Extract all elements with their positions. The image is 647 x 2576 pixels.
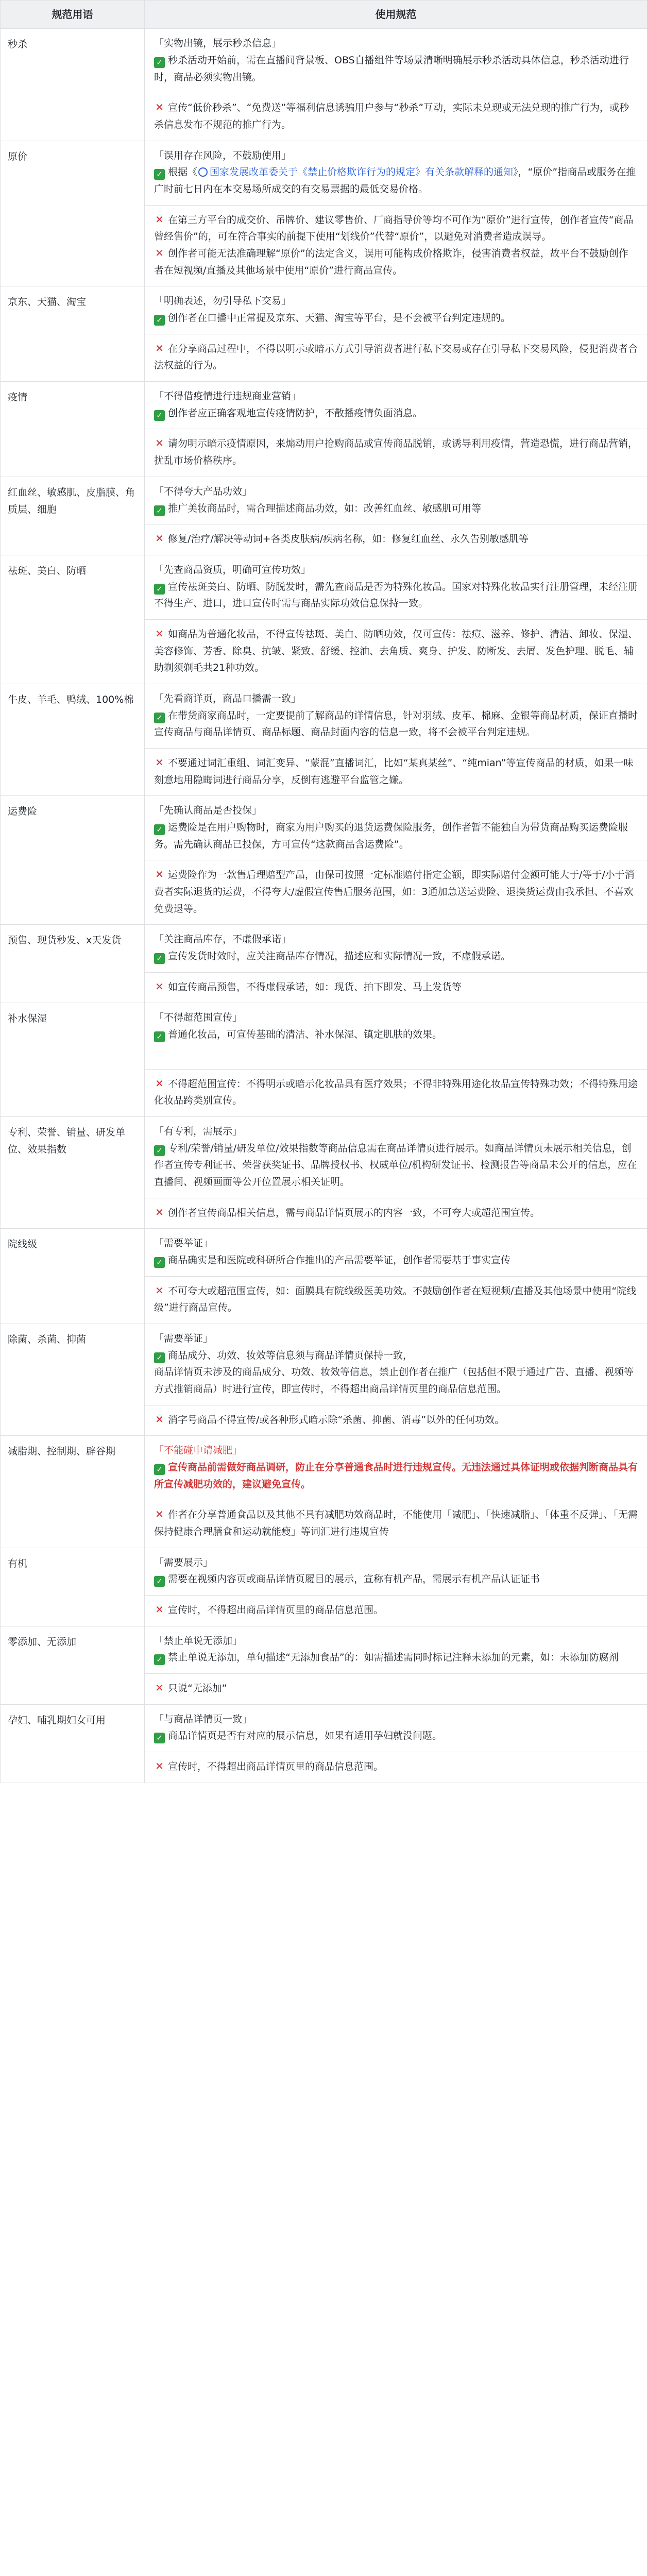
allowed-text: 运费险是在用户购物时，商家为用户购买的退货运费保险服务，创作者暂不能独自为带货商品购买运费险服务。需先确认商品已投保，方可宣传“这款商品含运费险”。 (154, 821, 628, 850)
rule-title: 「不得超范围宣传」 (154, 1012, 243, 1024)
forbidden-block (145, 1198, 647, 1229)
allowed-text-pre: 根据《 (168, 166, 198, 178)
check-icon: ✓ (154, 505, 165, 516)
term-label: 除菌、杀菌、抑菌 (8, 1334, 87, 1346)
cross-icon: ✕ (155, 756, 164, 769)
forbidden-block (145, 619, 647, 684)
check-icon: ✓ (154, 1576, 165, 1587)
allowed-block (145, 1229, 647, 1276)
forbidden-text: 消字号商品不得宣传/或各种形式暗示除“杀菌、抑菌、消毒”以外的任何功效。 (168, 1414, 505, 1426)
table-row (1, 141, 647, 286)
forbidden-block (145, 334, 647, 381)
term-label: 有机 (8, 1557, 28, 1569)
check-icon: ✓ (154, 1352, 165, 1363)
table-row (1, 286, 647, 382)
forbidden-block (145, 524, 647, 555)
forbidden-text: 如宣传商品预售，不得虚假承诺，如：现货、拍下即发、马上发货等 (168, 981, 462, 993)
rule-title: 「不能碰申请减肥」 (154, 1445, 243, 1456)
forbidden-text: 运费险作为一款售后理赔型产品，由保司按照一定标准赔付指定金额，即实际赔付金额可能大于/等于/小于消费者实际退货的运费，不得夸大/虚假宣传售后服务范围，如：3通加急送运费险、退换货运费由我承担、不喜欢免费退等。 (154, 869, 635, 914)
warning-text: 宣传商品前需做好商品调研，防止在分享普通食品时进行违规宣传。无违法通过具体证明或依据判断商品具有所宣传减肥功效的，建议避免宣传。 (154, 1462, 638, 1490)
cross-icon: ✕ (155, 1413, 164, 1426)
term-label: 牛皮、羊毛、鸭绒、100%棉 (8, 693, 134, 705)
allowed-block (145, 29, 647, 93)
allowed-block (145, 1705, 647, 1752)
rule-title: 「不得夸大产品功效」 (154, 485, 252, 497)
forbidden-block (145, 205, 647, 286)
check-icon: ✓ (154, 1733, 165, 1743)
table-row (1, 477, 647, 555)
allowed-text: 创作者在口播中正常提及京东、天猫、淘宝等平台，是不会被平台判定违规的。 (168, 312, 511, 324)
allowed-block (145, 1324, 647, 1405)
allowed-text: 宣传祛斑美白、防晒、防脱发时，需先查商品是否为特殊化妆品。国家对特殊化妆品实行注册管理，未经注册不得生产、进口，进口宣传时需与商品实际功效信息保持一致。 (154, 581, 638, 609)
allowed-text: 专利/荣誉/销量/研发单位/效果指数等商品信息需在商品详情页进行展示。如商品详情页未展示相关信息，创作者宣传专利证书、荣誉获奖证书、品牌授权书、权威单位/机构研发证书、检测报告等商品未公开的信息，应在直播间、视频画面等公开位置展示相关证明。 (154, 1142, 637, 1188)
rule-title: 「不得借疫情进行违规商业营销」 (154, 391, 301, 402)
table-row (1, 382, 647, 477)
forbidden-block (145, 1500, 647, 1547)
term-label: 运费险 (8, 806, 38, 818)
check-icon: ✓ (154, 584, 165, 595)
forbidden-text: 不可夸大或超范围宣传，如：面膜具有院线级医美功效。不鼓励创作者在短视频/直播及其他场景中使用“院线级”进行商品宣传。 (154, 1285, 637, 1314)
forbidden-text: 宣传时，不得超出商品详情页里的商品信息范围。 (168, 1604, 384, 1616)
cross-icon: ✕ (155, 1077, 164, 1090)
forbidden-text: 在第三方平台的成交价、吊牌价、建议零售价、厂商指导价等均不可作为“原价”进行宣传，创作者宣传“商品曾经售价”的，可在符合事实的前提下使用“划线价”代替“原价”，以避免对消费者造成误导。 (154, 214, 634, 243)
forbidden-block (145, 1673, 647, 1704)
allowed-text: 创作者应正确客观地宣传疫情防护，不散播疫情负面消息。 (168, 407, 423, 419)
forbidden-text: 宣传“低价秒杀”、“免费送”等福利信息诱骗用户参与“秒杀”互动，实际未兑现或无法兑现的推广行为，或秒杀信息发布不规范的推广行为。 (154, 102, 629, 131)
term-label: 零添加、无添加 (8, 1636, 77, 1648)
forbidden-text: 不要通过词汇重组、词汇变异、“蒙混”直播词汇，比如“某真某丝”、“纯mian”等宣传商品的材质，如果一味刻意地用隐晦词进行商品分享，反倒有逃避平台监管之嫌。 (154, 757, 634, 786)
forbidden-block (145, 1405, 647, 1436)
table-row (1, 555, 647, 684)
allowed-block (145, 382, 647, 429)
check-icon: ✓ (154, 1145, 165, 1156)
cross-icon: ✕ (155, 868, 164, 881)
term-label: 祛斑、美白、防晒 (8, 565, 87, 577)
allowed-block (145, 1003, 647, 1069)
term-label: 补水保湿 (8, 1013, 47, 1025)
allowed-text: 秒杀活动开始前，需在直播间背景板、OBS自播组件等场景清晰明确展示秒杀活动具体信息，秒杀活动进行时，商品必须实物出镜。 (154, 55, 629, 83)
forbidden-block (145, 1276, 647, 1324)
term-label: 京东、天猫、淘宝 (8, 296, 87, 308)
forbidden-text: 不得超范围宣传：不得明示或暗示化妆品具有医疗效果；不得非特殊用途化妆品宣传特殊功效；不得特殊用途化妆品跨类别宣传。 (154, 1078, 638, 1107)
cross-icon: ✕ (155, 101, 164, 114)
forbidden-block (145, 93, 647, 140)
allowed-block (145, 1626, 647, 1673)
forbidden-text: 修复/治疗/解决等动词+各类皮肤病/疾病名称，如：修复红血丝、永久告别敏感肌等 (168, 533, 529, 545)
forbidden-text: 创作者宣传商品相关信息，需与商品详情页展示的内容一致，不可夸大或超范围宣传。 (168, 1207, 540, 1218)
cross-icon: ✕ (155, 247, 164, 260)
allowed-text-post: 》，“原价”指商品或服务在推广时前七日内在本交易场所成交的有交易票据的最低交易价格。 (154, 166, 636, 195)
allowed-text: 宣传发货时效时，应关注商品库存情况，描述应和实际情况一致，不虚假承诺。 (168, 950, 511, 962)
allowed-block (145, 286, 647, 333)
cross-icon: ✕ (155, 1508, 164, 1521)
check-icon: ✓ (154, 1464, 165, 1475)
forbidden-text: 如商品为普通化妆品，不得宣传祛斑、美白、防晒功效，仅可宣传：祛痘、滋养、修护、清洁、卸妆、保湿、美容修饰、芳香、除臭、抗皱、紧致、舒缓、控油、去角质、爽身、护发、防断发、去屑、发色护理、脱毛、辅助剃须剃毛共21种功效。 (154, 628, 638, 674)
forbidden-block (145, 972, 647, 1003)
check-icon: ✓ (154, 824, 165, 835)
cross-icon: ✕ (155, 1760, 164, 1773)
allowed-block (145, 684, 647, 748)
regulation-link[interactable]: 国家发展改革委关于《禁止价格欺诈行为的规定》有关条款解释的通知 (210, 166, 514, 178)
allowed-text: 禁止单说无添加，单句描述“无添加食品”的：如需描述需同时标记注释未添加的元素，如：未添加防腐剂 (168, 1652, 619, 1664)
table-row (1, 925, 647, 1003)
check-icon: ✓ (154, 315, 165, 326)
allowed-text: 商品详情页是否有对应的展示信息，如果有适用孕妇就没问题。 (168, 1730, 442, 1742)
forbidden-text: 作者在分享普通食品以及其他不具有减肥功效商品时，不能使用「减肥」、「快速减脂」、「体重不反弹」、「无需保持健康合理膳食和运动就能瘦」等词汇进行违规宣传 (154, 1509, 638, 1538)
forbidden-block (145, 860, 647, 924)
cross-icon: ✕ (155, 1206, 164, 1218)
rule-title: 「需要展示」 (154, 1556, 213, 1568)
forbidden-block (145, 1752, 647, 1783)
cross-icon: ✕ (155, 1284, 164, 1297)
allowed-text: 在带货商家商品时，一定要提前了解商品的详情信息，针对羽绒、皮革、棉麻、金银等商品材质，保证直播时宣传商品与商品详情页、商品标题、商品封面内容的信息一致，将不会被平台判定违规。 (154, 709, 638, 738)
allowed-text: 需要在视频内容页或商品详情页履目的展示，宣称有机产品，需展示有机产品认证证书 (168, 1573, 540, 1585)
rule-title: 「有专利，需展示」 (154, 1125, 243, 1137)
forbidden-block (145, 1595, 647, 1626)
rule-title: 「需要举证」 (154, 1333, 213, 1345)
table-row (1, 684, 647, 795)
rule-title: 「误用存在风险，不鼓励使用」 (154, 149, 292, 161)
rule-title: 「与商品详情页一致」 (154, 1713, 252, 1725)
table-row (1, 1548, 647, 1626)
allowed-text: 商品成分、功效、妆效等信息须与商品详情页保持一致， 商品详情页未涉及的商品成分、功效、妆效等信息，禁止创作者在推广（包括但不限于通过广告、直播、视频等方式推销商品）时进行宣传，即宣传时，不得超出商品详情页里的商品信息范围。 (154, 1349, 634, 1395)
table-row (1, 1704, 647, 1783)
header-term: 规范用语 (1, 1, 145, 29)
cross-icon: ✕ (155, 980, 164, 993)
check-icon: ✓ (154, 713, 165, 723)
term-label: 红血丝、敏感肌、皮脂膜、角质层、细胞 (8, 486, 135, 515)
term-label: 原价 (8, 150, 28, 162)
rule-title: 「实物出镜，展示秒杀信息」 (154, 38, 282, 49)
allowed-text: 普通化妆品，可宣传基础的清洁、补水保湿、镇定肌肤的效果。 (168, 1028, 442, 1040)
table-row (1, 796, 647, 925)
table-row (1, 1324, 647, 1436)
cross-icon: ✕ (155, 437, 164, 450)
rule-title: 「先看商详页，商品口播需一致」 (154, 692, 301, 704)
check-icon: ✓ (154, 953, 165, 964)
rule-title: 「明确表述，勿引导私下交易」 (154, 295, 292, 307)
rule-title: 「先确认商品是否投保」 (154, 805, 262, 817)
allowed-block (145, 1436, 647, 1500)
cross-icon: ✕ (155, 213, 164, 226)
table-row (1, 1626, 647, 1704)
check-icon: ✓ (154, 1257, 165, 1268)
table-row (1, 1003, 647, 1117)
allowed-text: 商品确实是和医院或科研所合作推出的产品需要举证，创作者需要基于事实宣传 (168, 1255, 511, 1266)
rule-title: 「先查商品资质，明确可宣传功效」 (154, 564, 311, 575)
allowed-block (145, 1548, 647, 1595)
allowed-block (145, 477, 647, 524)
cross-icon: ✕ (155, 342, 164, 354)
cross-icon: ✕ (155, 1682, 164, 1694)
cross-icon: ✕ (155, 1603, 164, 1616)
allowed-block (145, 141, 647, 205)
term-label: 预售、现货秒发、x天发货 (8, 935, 122, 946)
allowed-block (145, 555, 647, 619)
allowed-block (145, 1117, 647, 1198)
check-icon: ✓ (154, 1031, 165, 1042)
forbidden-text: 请勿明示暗示疫情原因，来煽动用户抢购商品或宣传商品脱销，或诱导利用疫情，营造恐慌，进行商品营销，扰乱市场价格秩序。 (154, 438, 638, 467)
table-row (1, 1436, 647, 1548)
check-icon: ✓ (154, 169, 165, 180)
header-usage: 使用规范 (145, 1, 647, 29)
rule-title: 「禁止单说无添加」 (154, 1635, 243, 1647)
term-label: 秒杀 (8, 39, 28, 50)
table-header-row (1, 1, 647, 29)
forbidden-text: 在分享商品过程中，不得以明示或暗示方式引导消费者进行私下交易或存在引导私下交易风险，侵犯消费者合法权益的行为。 (154, 343, 638, 371)
forbidden-block (145, 429, 647, 476)
term-label: 减脂期、控制期、辟谷期 (8, 1446, 116, 1458)
allowed-text: 推广美妆商品时，需合理描述商品功效，如：改善红血丝、敏感肌可用等 (168, 502, 482, 514)
allowed-block (145, 796, 647, 860)
term-label: 专利、荣誉、销量、研发单位、效果指数 (8, 1126, 126, 1155)
term-label: 疫情 (8, 392, 28, 403)
check-icon: ✓ (154, 57, 165, 68)
rule-title: 「需要举证」 (154, 1238, 213, 1249)
rule-title: 「关注商品库存，不虚假承诺」 (154, 934, 292, 945)
check-icon: ✓ (154, 410, 165, 421)
term-label: 孕妇、哺乳期妇女可用 (8, 1714, 106, 1726)
cross-icon: ✕ (155, 627, 164, 640)
table-row (1, 29, 647, 141)
forbidden-text: 创作者可能无法准确理解“原价”的法定含义，误用可能构成价格欺诈，侵害消费者权益，故平台不鼓励创作者在短视频/直播及其他场景中使用“原价”进行商品宣传。 (154, 248, 628, 276)
table-row (1, 1116, 647, 1228)
allowed-block (145, 925, 647, 972)
check-icon: ✓ (154, 1654, 165, 1665)
forbidden-block (145, 1069, 647, 1116)
term-label: 院线级 (8, 1239, 38, 1250)
table-row (1, 1229, 647, 1324)
cross-icon: ✕ (155, 532, 164, 545)
forbidden-block (145, 748, 647, 795)
link-icon (198, 167, 208, 177)
forbidden-text: 宣传时，不得超出商品详情页里的商品信息范围。 (168, 1761, 384, 1773)
forbidden-text: 只说“无添加” (168, 1683, 227, 1694)
